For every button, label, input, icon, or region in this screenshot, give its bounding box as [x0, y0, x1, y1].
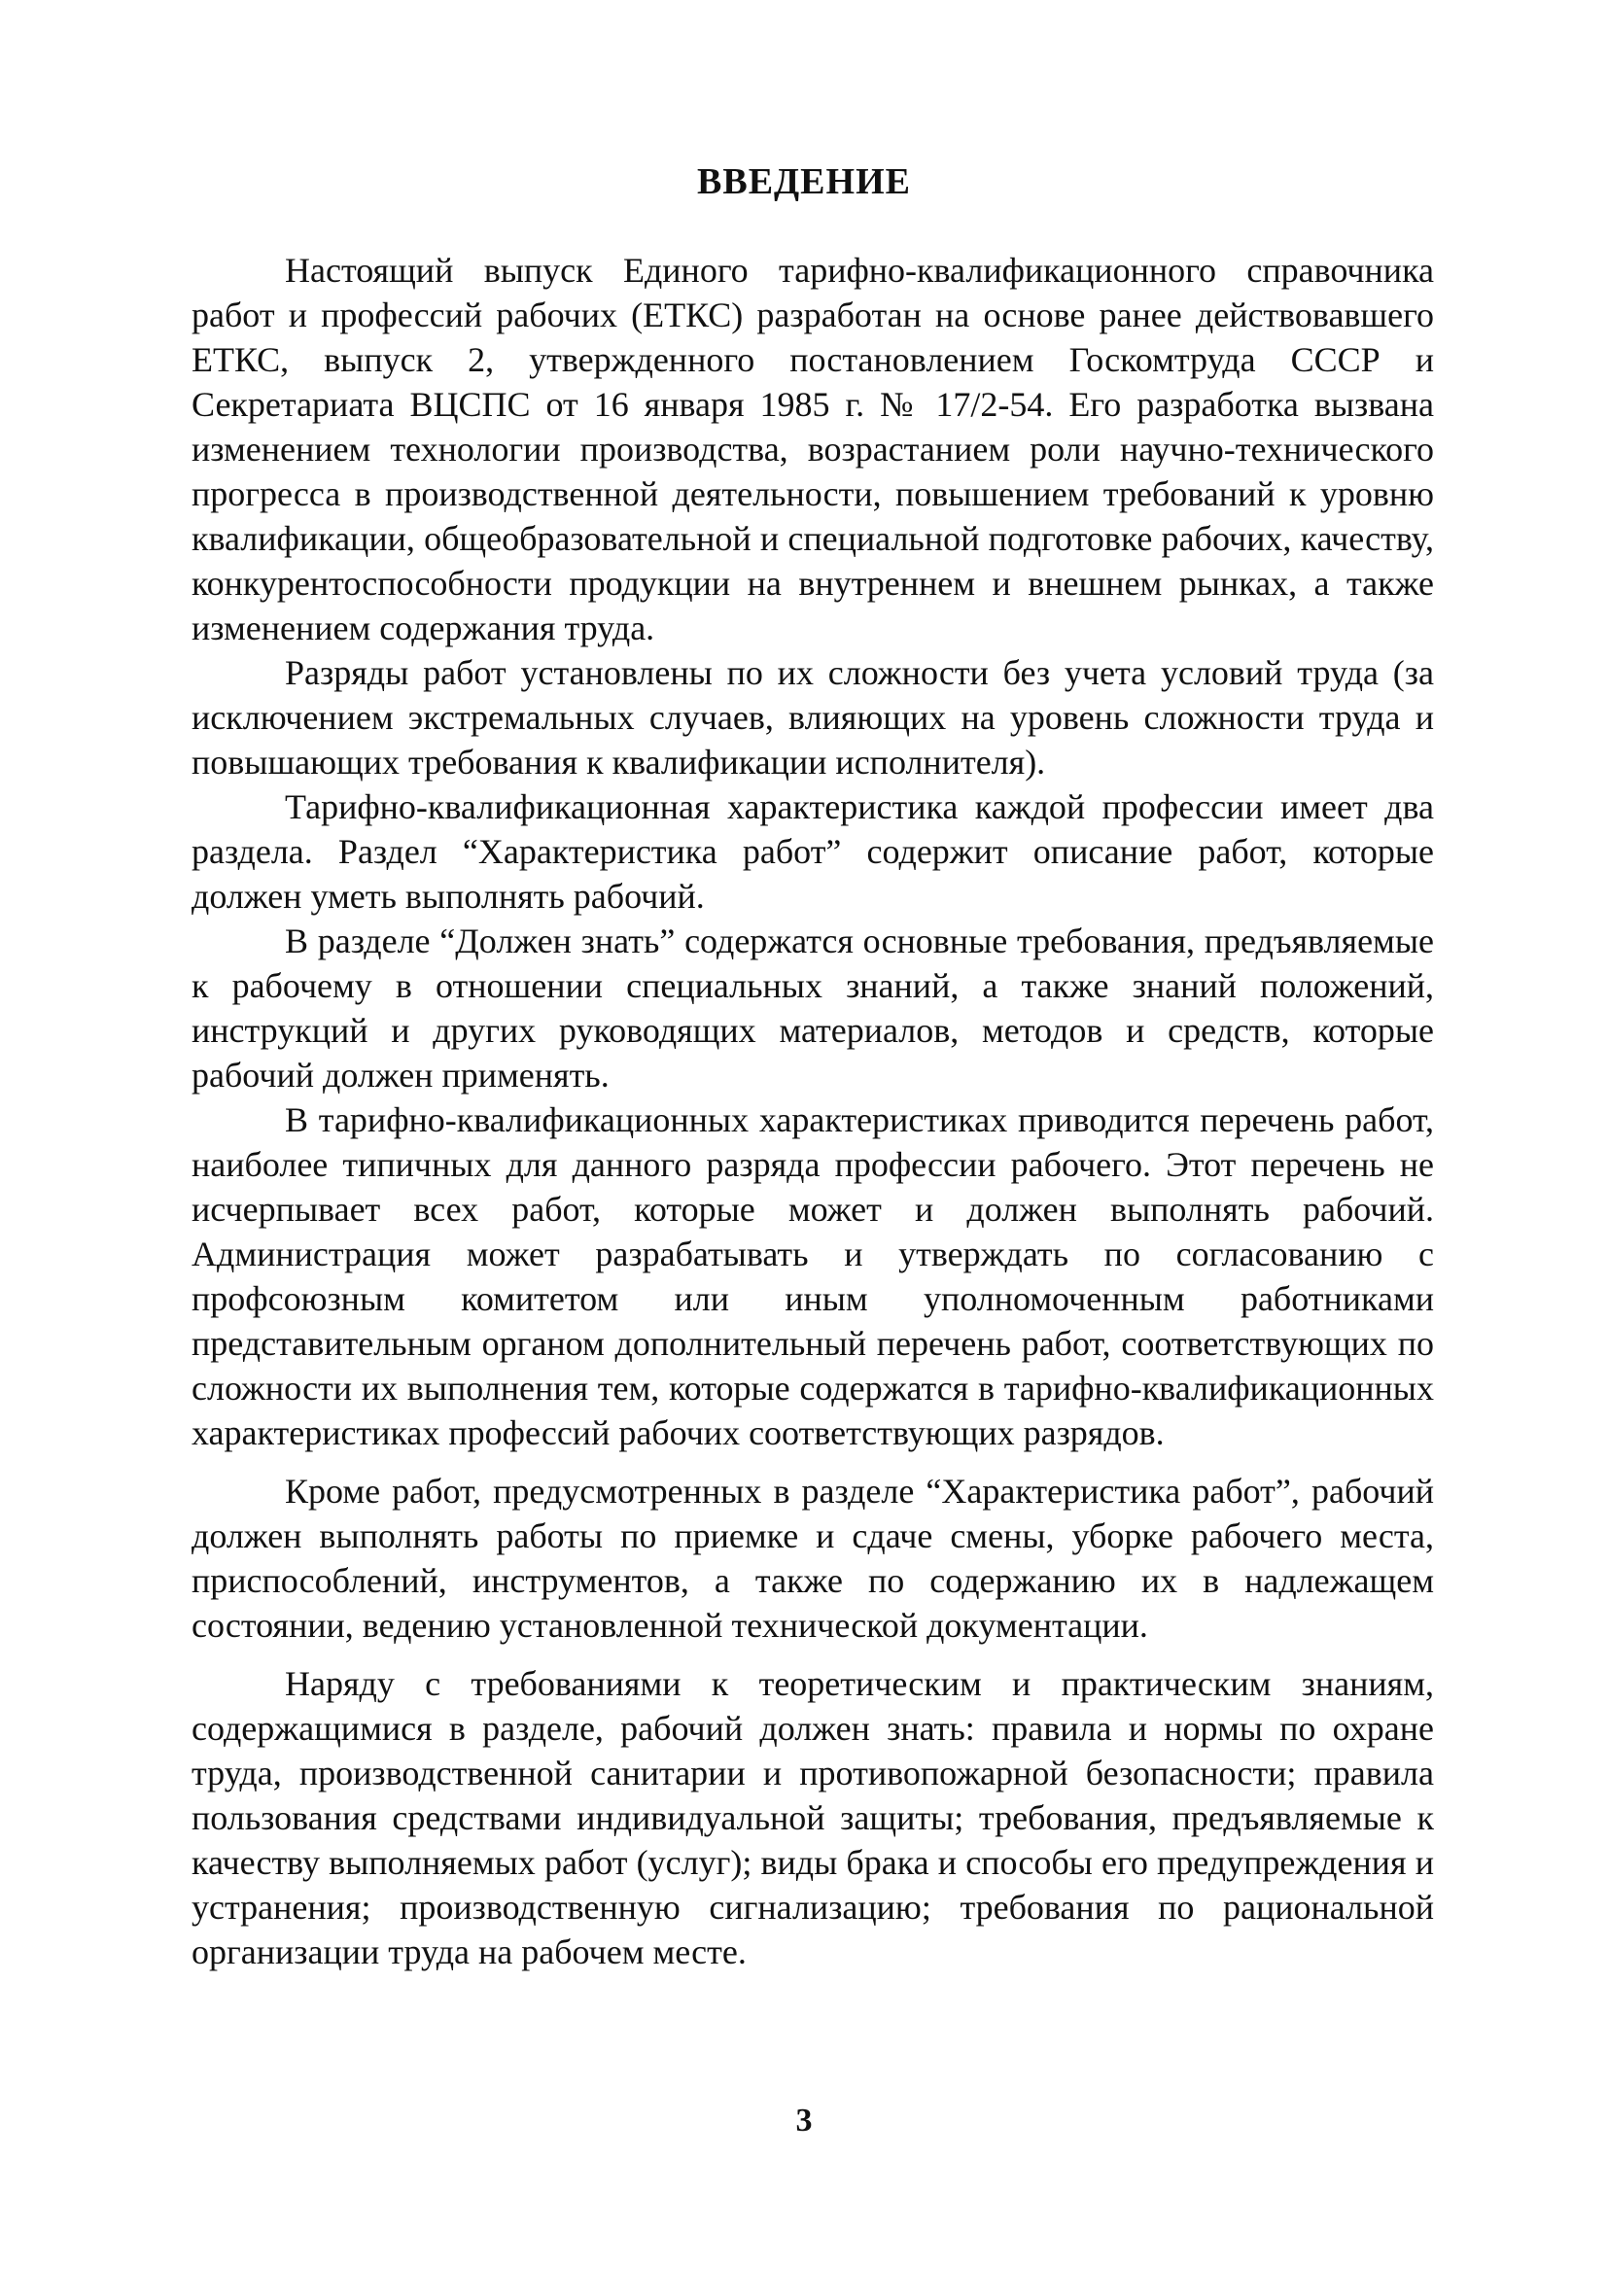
paragraph-6: Кроме работ, предусмотренных в разделе “Характеристика работ”, рабочий должен выполнять работы по приемке и сдаче смены, уборке рабочего места, приспособлений, инструментов, а также по содержанию их в надлежащем состоянии, ведению установленной технической документации.: [192, 1472, 1434, 1645]
paragraph-3: Тарифно-квалификационная характеристика каждой профессии имеет два раздела. Раздел “Характеристика работ” содержит описание работ, которые должен уметь выполнять рабочий.: [192, 787, 1434, 916]
body-text: [192, 248, 1434, 1974]
paragraph-5: В тарифно-квалификационных характеристиках приводится перечень работ, наиболее типичных для данного разряда профессии рабочего. Этот перечень не исчерпывает всех работ, которые может и должен выполнять рабочий. Администрация может разрабатывать и утверждать по согласованию с профсоюзным комитетом или иным уполномоченным работниками представительным органом дополнительный перечень работ, соответствующих по сложности их выполнения тем, которые содержатся в тарифно-квалификационных характеристиках профессий рабочих соответствующих разрядов.: [192, 1100, 1434, 1452]
paragraph-1: Настоящий выпуск Единого тарифно-квалификационного справочника работ и профессий рабочих (ЕТКС) разработан на основе ранее действовавшего ЕТКС, выпуск 2, утвержденного постановлением Госкомтруда СССР и Секретариата ВЦСПС от 16 января 1985 г. № 17/2-54. Его разработка вызвана изменением технологии производства, возрастанием роли научно-технического прогресса в производственной деятельности, повышением требований к уровню квалификации, общеобразовательной и специальной подготовке рабочих, качеству, конкурентоспособности продукции на внутреннем и внешнем рынках, а также изменением содержания труда.: [192, 251, 1434, 647]
paragraph-7: Наряду с требованиями к теоретическим и практическим знаниям, содержащимися в разделе, рабочий должен знать: правила и нормы по охране труда, производственной санитарии и противопожарной безопасности; правила пользования средствами индивидуальной защиты; требования, предъявляемые к качеству выполняемых работ (услуг); виды брака и способы его предупреждения и устранения; производственную сигнализацию; требования по рациональной организации труда на рабочем месте.: [192, 1664, 1434, 1971]
page-number: 3: [795, 2103, 813, 2139]
paragraph-4: В разделе “Должен знать” содержатся основные требования, предъявляемые к рабочему в отношении специальных знаний, а также знаний положений, инструкций и других руководящих материалов, методов и средств, которые рабочий должен применять.: [192, 922, 1434, 1095]
page-title: ВВЕДЕНИЕ: [697, 161, 911, 202]
paragraph-2: Разряды работ установлены по их сложности без учета условий труда (за исключением экстремальных случаев, влияющих на уровень сложности труда и повышающих требования к квалификации исполнителя).: [192, 653, 1434, 782]
paragraph-gap: [192, 1455, 1434, 1469]
paragraph-gap: [192, 1648, 1434, 1661]
